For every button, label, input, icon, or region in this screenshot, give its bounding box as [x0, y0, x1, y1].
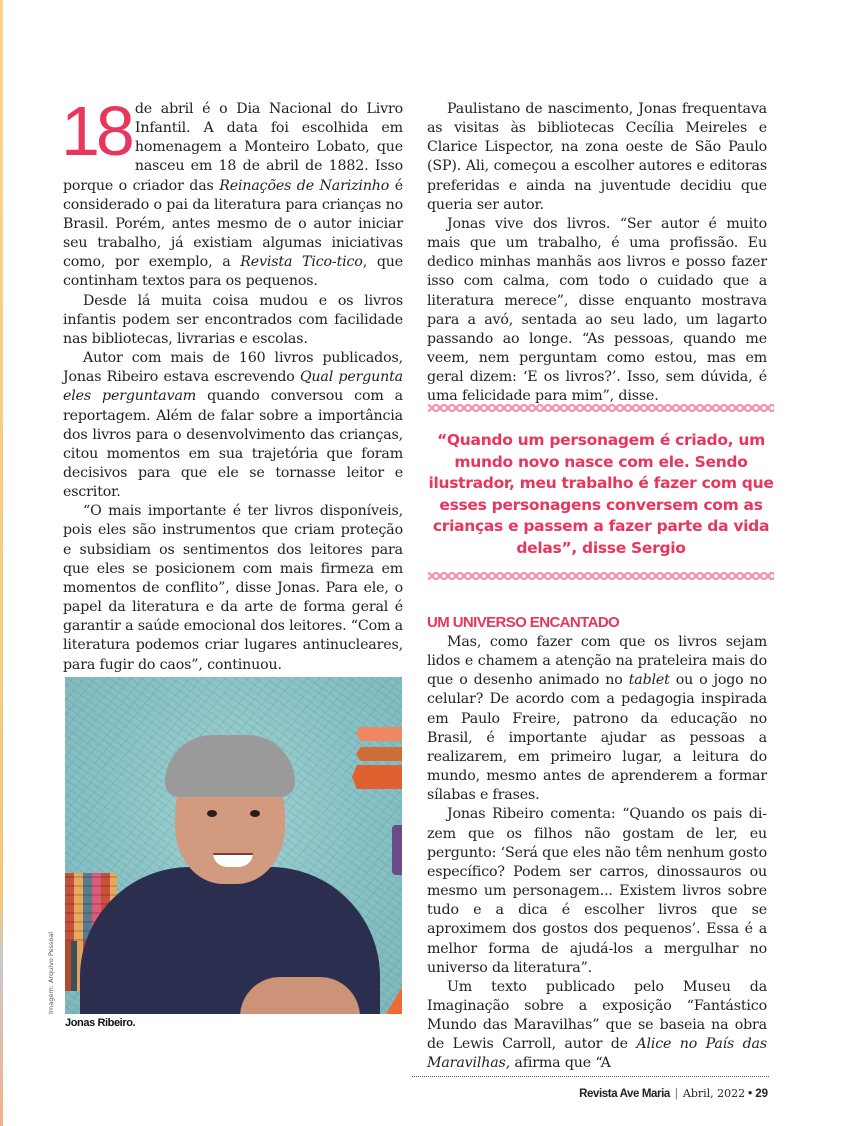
paragraph: Jonas vive dos livros. “Ser autor é muito mais que um trabalho, é uma profissão. Eu dedico minhas manhãs aos livros e posso fazer isso com calma, com todo o cuidado que a literatura merece”, disse enquanto mostrava para a avó, sentada ao seu lado, um lagarto passando ao longe. “As pessoas, quando me veem, nem perguntam como estou, mas em geral dizem: ‘E os livros?’. Isso, sem dúvida, é uma felicidade para mim”, disse.: [427, 215, 767, 405]
photo-person-eye: [250, 810, 260, 817]
paragraph: Desde lá muita coisa mudou e os livros infantis podem ser encontrados com facilidade nas bibliotecas, livrarias e escolas.: [63, 292, 403, 347]
paragraph: Um texto publicado pelo Museu da Imaginação sobre a exposição “Fantástico Mundo das Maravilhas” que se baseia na obra de Lewis Carroll, autor de Alice no País das Maravilhas, afirma que “A: [427, 978, 767, 1072]
pullquote-border-top: [428, 404, 774, 414]
page-number: 29: [755, 1088, 768, 1100]
photo-paper-tag: [356, 727, 402, 741]
photo-credit: Imagem: Arquivo Pessoal: [47, 931, 55, 1014]
paragraph: Mas, como fazer com que os livros sejam lidos e chamem a atenção na prateleira mais do que o desenho animado no tablet ou o jogo no celular? De acordo com a pedagogia inspirada em Paulo Freire, patrono da educação no Brasil, é importante ajudar as pessoas a realizarem, em primeiro lugar, a leitura do mundo, mesmo antes de aprenderem a formar sílabas e frases.: [427, 634, 767, 804]
drop-cap: 18: [61, 92, 131, 170]
photo-caption: Jonas Ribeiro.: [65, 1017, 136, 1029]
paragraph: Autor com mais de 160 livros publicados, Jonas Ribeiro estava escrevendo Qual pergunta eles perguntavam quando conversou com a reportagem. Além de falar sobre a importância dos livros para o desenvolvimento das crianças, citou momentos em sua trajetória que foram decisivos para que ele se tornasse leitor e escritor.: [63, 350, 403, 501]
pullquote-border-bottom: [428, 572, 774, 582]
photo-person-eye: [207, 810, 217, 817]
page-footer: [579, 1086, 768, 1100]
footer-divider: [412, 1076, 769, 1077]
section-heading: UM UNIVERSO ENCANTADO: [427, 614, 620, 631]
portrait-photo: [65, 677, 402, 1014]
photo-paper-tag: [392, 825, 402, 875]
footer-separator: |: [674, 1088, 678, 1100]
article-right-column: [427, 100, 767, 407]
photo-paper-tag: [356, 747, 402, 761]
paragraph: 18 de abril é o Dia Nacional do Livro Infantil. A data foi escolhida em homenagem a Monteiro Lobato, que nasceu em 18 de abril de 1882. Isso porque o criador das Reinações de Narizinho é considerado o pai da literatura para crianças no Brasil. Porém, antes mesmo de o autor iniciar seu trabalho, já existiam algumas iniciativas como, por exemplo, a Revista Tico-tico, que continham textos para os pequenos.: [61, 92, 404, 290]
page-edge: [0, 0, 3, 1126]
article-left-column: [61, 92, 404, 675]
footer-bullet: •: [748, 1088, 753, 1100]
paragraph: Jonas Ribeiro comenta: “Quando os pais dizem que os filhos não gostam de ler, eu pergunto: ‘Será que eles não têm nenhum gosto específico? Podem ser carros, dinossauros ou mesmo um personagem... Existem livros sobre tudo e a dica é escolher livros que se aproximem dos gostos dos pequenos’. Essa é a melhor forma de ajudá-los a mergulhar no universo da literatura”.: [427, 806, 767, 976]
issue-date: Abril, 2022: [682, 1087, 746, 1100]
pullquote: “Quando um personagem é criado, um mundo novo nasce com ele. Sendo ilustrador, meu trabalho é fazer com que esses personagens conversem com as crianças e passem a fazer parte da vida delas”, disse Sergio: [428, 431, 774, 557]
paragraph: “O mais importante é ter livros disponíveis, pois eles são instrumentos que criam proteção e subsidiam os sentimentos dos leitores para que eles se posicionem com mais firmeza em momentos de conflito”, disse Jonas. Para ele, o papel da literatura e da arte de forma geral é garantir a saúde emocional dos leitores. “Com a literatura podemos criar lugares antinucleares, para fugir do caos”, continuou.: [63, 503, 403, 673]
paragraph: Paulistano de nascimento, Jonas frequentava as visitas às bibliotecas Cecília Meireles e Clarice Lispector, na zona oeste de São Paulo (SP). Ali, começou a escolher autores e editoras preferidas e ainda na juventude decidiu que queria ser autor.: [427, 101, 767, 213]
section-body: [427, 633, 767, 1074]
photo-person-hair: [165, 735, 295, 797]
photo-paper-tag: [352, 765, 402, 789]
magazine-name: Revista Ave Maria: [579, 1088, 670, 1100]
